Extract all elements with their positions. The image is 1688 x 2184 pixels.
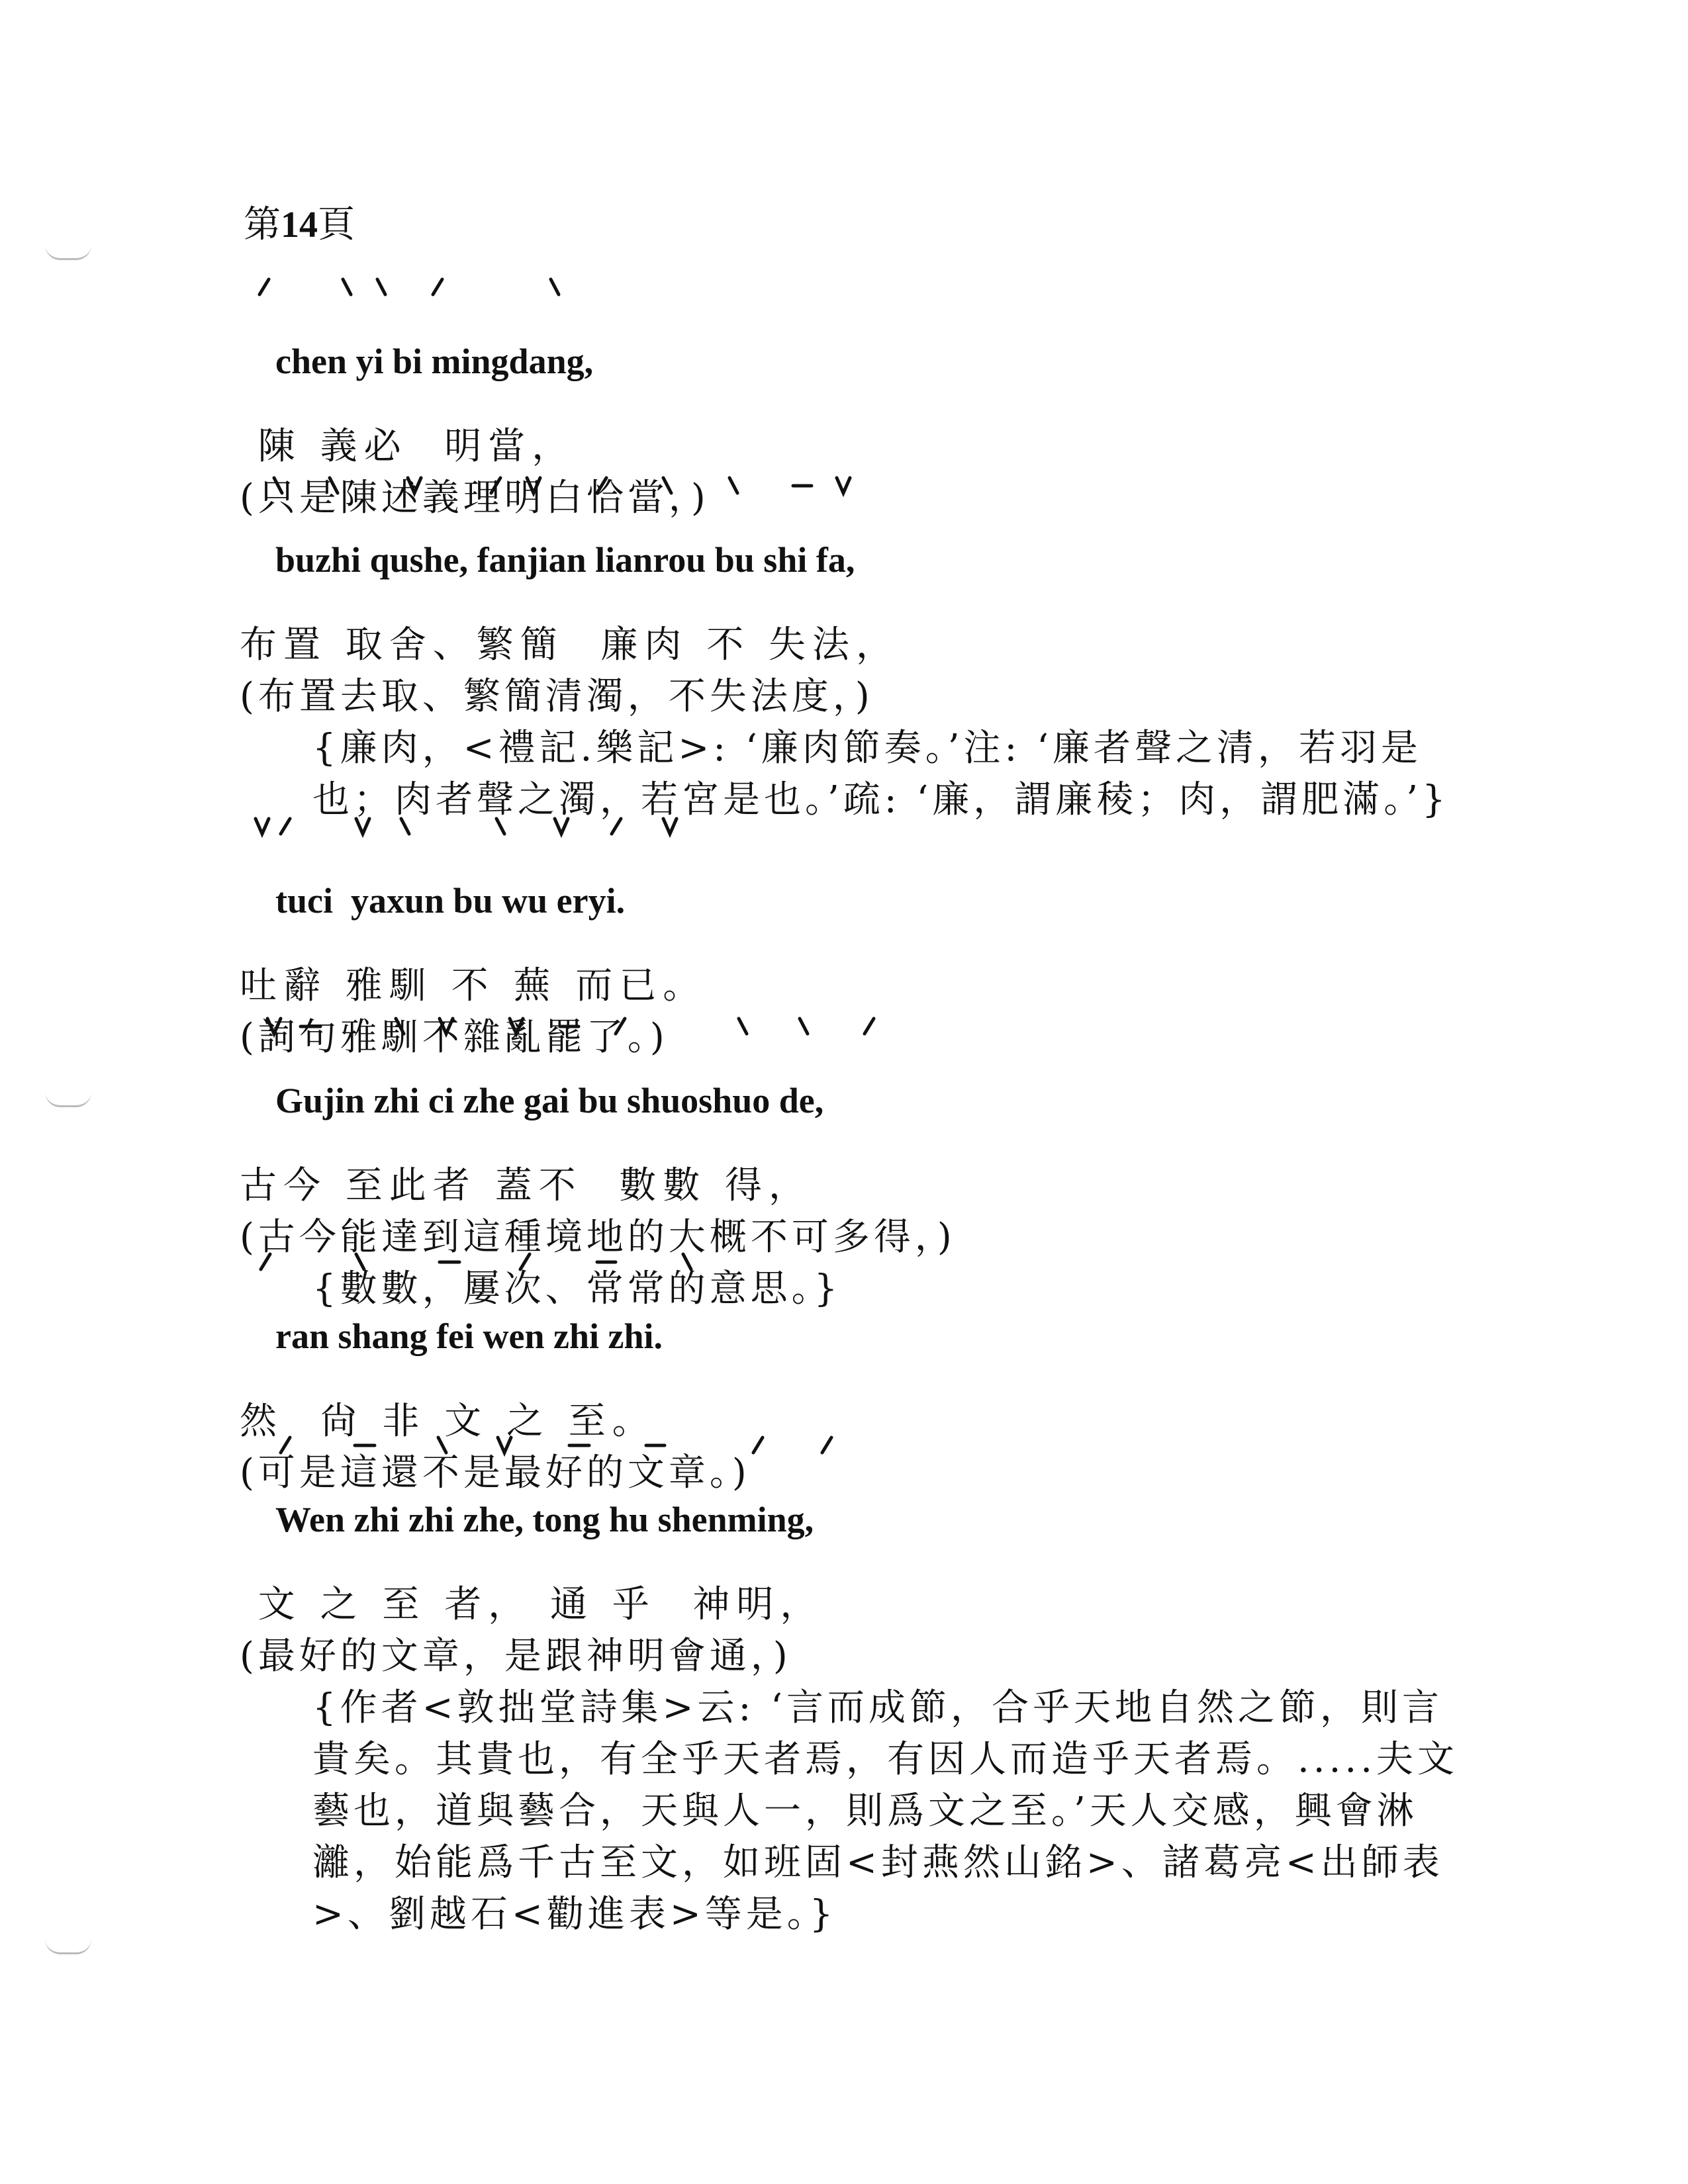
chinese-text: 文 之 至 者， 通 乎 神明，: [240, 1583, 824, 1626]
page-number: 14: [281, 205, 318, 246]
translation-text: (可是這還不是最好的文章。): [240, 1451, 751, 1494]
translation-text: (布置去取、繁簡清濁，不失法度，): [240, 675, 874, 718]
pinyin-line: [240, 804, 1497, 960]
pinyin-line: [240, 1423, 1497, 1579]
pinyin-text: buzhi qushe, fanjian lianrou bu shi fa,: [275, 540, 855, 580]
annotation-note: {數數，屢次、常常的意思。}: [312, 1267, 842, 1310]
page-title-suffix: 頁: [318, 203, 355, 246]
annotation-note: {作者<敦拙堂詩集>云: ‘言而成節，合乎天地自然之節，則言貴矣。其貴也，有全乎天者焉，有因人而造乎天者焉。.....夫文藝也，道與藝合，天與人一，則爲文之至。’天人交感，興會淋灕，始能爲千古至文，如班固<封燕然山銘>、諸葛亮<出師表>、劉越石<勸進表>等是。}: [312, 1686, 1459, 1936]
tone-marks: [240, 265, 1497, 304]
stanza-6: [240, 1423, 1497, 1940]
chinese-text: 陳 義必 明當，: [240, 425, 576, 468]
page-title: [244, 199, 355, 251]
pinyin-text: tuci yaxun bu wu eryi.: [275, 881, 626, 921]
page-title-prefix: 第: [244, 203, 281, 246]
chinese-text: 然 尙 非 文 之 至。: [240, 1400, 656, 1443]
tone-marks: [240, 463, 1497, 503]
chinese-text: 布置 取舍、繁簡 廉肉 不 失法，: [240, 623, 900, 666]
translation-text: (詞句雅馴不雜亂罷了。): [240, 1016, 669, 1059]
annotation-note: {廉肉，<禮記.樂記>: ‘廉肉節奏。’注: ‘廉者聲之清，若羽是也；肉者聲之濁，若宮是也。’疏: ‘廉，謂廉稜；肉，謂肥滿。’}: [312, 727, 1450, 821]
punch-hole-mark: [45, 1939, 91, 1954]
translation-text: (最好的文章，是跟神明會通，): [240, 1635, 792, 1678]
pinyin-text: Wen zhi zhi zhe, tong hu shenming,: [275, 1500, 814, 1539]
pinyin-line: [240, 1240, 1497, 1396]
punch-hole-mark: [45, 1092, 91, 1107]
chinese-text: 古今 至此者 蓋不 數數 得，: [240, 1164, 813, 1207]
punch-hole-mark: [45, 245, 91, 260]
stanza-2: [240, 463, 1497, 826]
tone-marks: [240, 1423, 1497, 1463]
translation-text: (只是陳述義理明白恰當，): [240, 477, 710, 520]
pinyin-line: [240, 265, 1497, 421]
tone-marks: [240, 1004, 1497, 1044]
pinyin-text: ran shang fei wen zhi zhi.: [275, 1316, 663, 1356]
chinese-text: 吐辭 雅馴 不 蕪 而已。: [240, 964, 707, 1007]
pinyin-line: [240, 1004, 1497, 1160]
tone-marks: [240, 804, 1497, 844]
pinyin-text: chen yi bi mingdang,: [275, 341, 594, 381]
tone-marks: [240, 1240, 1497, 1279]
pinyin-text: Gujin zhi ci zhe gai bu shuoshuo de,: [275, 1081, 824, 1120]
translation-text: (古今能達到這種境地的大概不可多得，): [240, 1216, 956, 1259]
pinyin-line: [240, 463, 1497, 619]
